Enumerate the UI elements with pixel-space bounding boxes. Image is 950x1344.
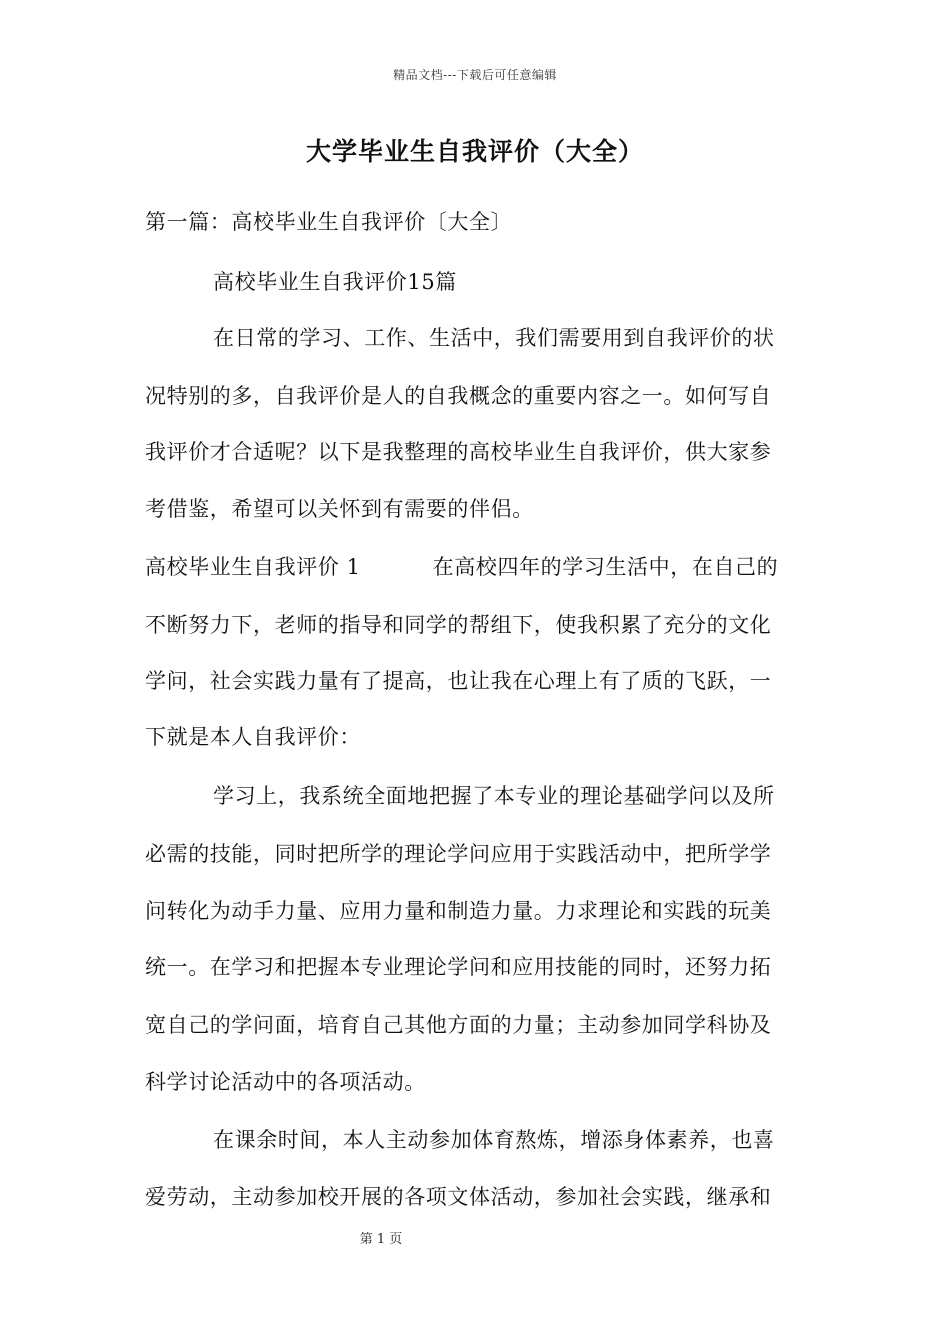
paragraph-line: 在日常的学习、工作、生活中，我们需要用到自我评价的状 [213,326,775,350]
paragraph-line: 我评价才合适呢？以下是我整理的高校毕业生自我评价，供大家参 [145,440,772,464]
document-title: 大学毕业生自我评价（大全） [305,137,644,166]
paragraph-line: 况特别的多，自我评价是人的自我概念的重要内容之一。如何写自 [145,384,772,408]
paragraph-line: 学问，社会实践力量有了提高，也让我在心理上有了质的飞跃，一 [145,669,772,693]
paragraph-line: 下就是本人自我评价： [145,725,361,749]
paragraph-line: 在课余时间，本人主动参加体育熬炼，增添身体素养，也喜 [213,1128,775,1152]
entry-heading-line [145,551,805,581]
page-header: 精品文档---下载后可任意编辑 [393,68,557,82]
paragraph-line: 必需的技能，同时把所学的理论学问应用于实践活动中，把所学学 [145,842,772,866]
paragraph-line: 爱劳动，主动参加校开展的各项文体活动，参加社会实践，继承和 [145,1185,772,1209]
entry-label: 高校毕业生自我评价 1 [145,555,361,579]
paragraph-line: 考借鉴，希望可以关怀到有需要的伴侣。 [145,497,534,521]
paragraph-line: 问转化为动手力量、应用力量和制造力量。力求理论和实践的玩美 [145,899,772,923]
page-number: 第 1 页 [359,1232,403,1247]
sub-heading: 高校毕业生自我评价15篇 [213,270,457,294]
paragraph-line: 科学讨论活动中的各项活动。 [145,1070,426,1094]
paragraph-line: 学习上，我系统全面地把握了本专业的理论基础学问以及所 [213,784,775,808]
paragraph-line: 不断努力下，老师的指导和同学的帮组下，使我积累了充分的文化 [145,613,772,637]
section-heading: 第一篇：高校毕业生自我评价〔大全〕 [145,210,513,234]
entry-text: 在高校四年的学习生活中，在自己的 [432,555,779,579]
paragraph-line: 宽自己的学问面，培育自己其他方面的力量；主动参加同学科协及 [145,1013,772,1037]
paragraph-line: 统一。在学习和把握本专业理论学问和应用技能的同时，还努力拓 [145,955,772,979]
